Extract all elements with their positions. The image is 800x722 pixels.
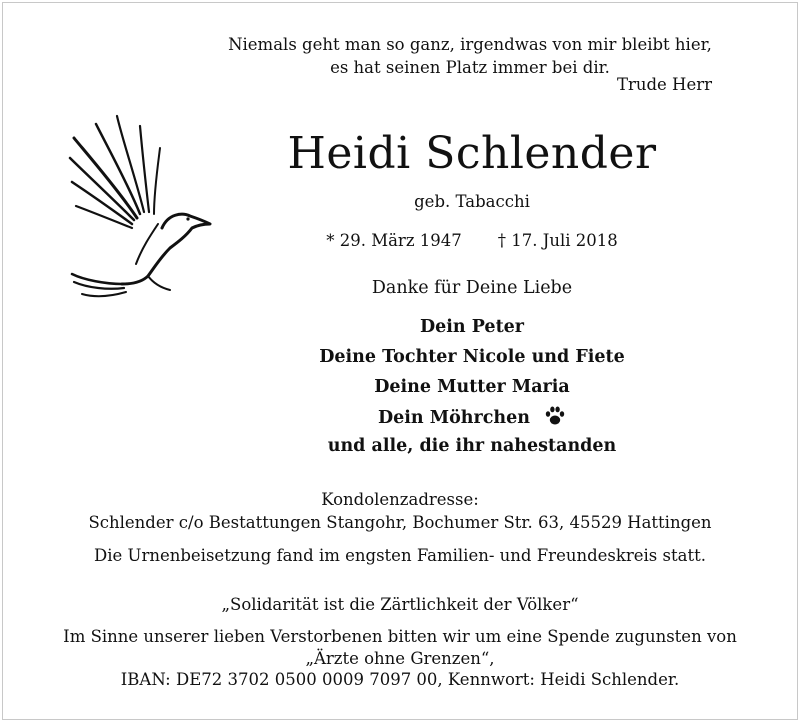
- mourner-4: Dein Möhrchen: [377, 408, 530, 428]
- deceased-name: Heidi Schlender: [287, 128, 657, 179]
- life-dates: [0, 231, 800, 250]
- death-date: † 17. Juli 2018: [497, 231, 618, 250]
- birth-name: geb. Tabacchi: [414, 192, 530, 211]
- donation-line-3: IBAN: DE72 3702 0500 0009 7097 00, Kennwort: Heidi Schlender.: [120, 670, 680, 689]
- thanks-line: Danke für Deine Liebe: [371, 278, 573, 298]
- donation-line-1: Im Sinne unserer lieben Verstorbenen bitten wir um eine Spende zugunsten von: [63, 627, 737, 646]
- mourner-4-row: [0, 405, 800, 428]
- donation-line-2: „Ärzte ohne Grenzen“,: [305, 649, 495, 668]
- mourner-2: Deine Tochter Nicole und Fiete: [319, 347, 625, 367]
- mourner-1: Dein Peter: [419, 317, 525, 337]
- motto-author: Trude Herr: [616, 75, 712, 94]
- mourner-5: und alle, die ihr nahestanden: [327, 436, 617, 456]
- condolence-label: Kondolenzadresse:: [321, 490, 479, 509]
- condolence-address: Schlender c/o Bestattungen Stangohr, Bochumer Str. 63, 45529 Hattingen: [88, 513, 712, 532]
- birth-date: * 29. März 1947: [326, 231, 462, 250]
- solidarity-quote: „Solidarität ist die Zärtlichkeit der Völker“: [221, 595, 579, 614]
- paw-print-icon: [544, 405, 566, 427]
- motto-line-1: Niemals geht man so ganz, irgendwas von mir bleibt hier,: [228, 35, 712, 54]
- burial-note: Die Urnenbeisetzung fand im engsten Familien- und Freundeskreis statt.: [94, 546, 706, 565]
- motto-line-2: es hat seinen Platz immer bei dir.: [330, 58, 610, 77]
- mourner-3: Deine Mutter Maria: [374, 377, 570, 397]
